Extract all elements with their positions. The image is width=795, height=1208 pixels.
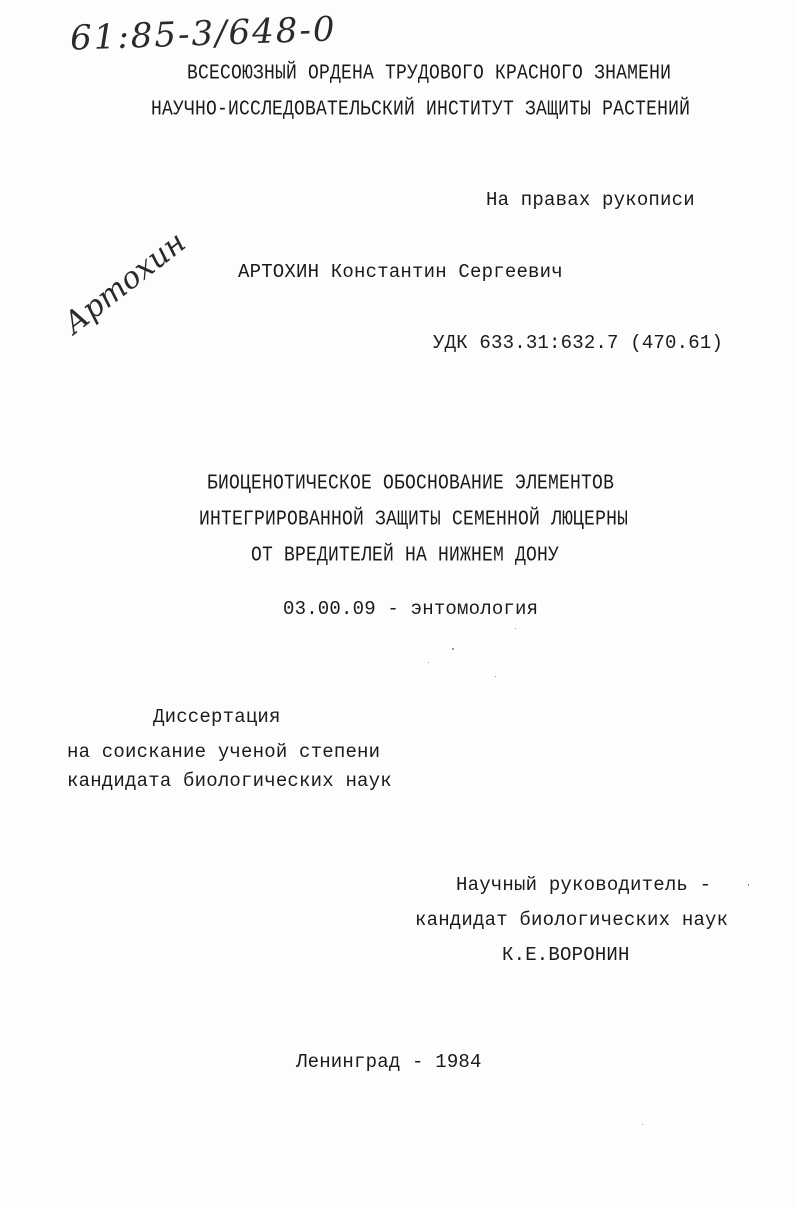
scan-speck [515,628,516,629]
institution-line-1: ВСЕСОЮЗНЫЙ ОРДЕНА ТРУДОВОГО КРАСНОГО ЗНАМЕНИ [187,62,672,86]
thesis-title-line-3: ОТ ВРЕДИТЕЛЕЙ НА НИЖНЕМ ДОНУ [251,544,560,568]
scan-speck [642,1124,643,1125]
thesis-title-line-2: ИНТЕГРИРОВАННОЙ ЗАЩИТЫ СЕМЕННОЙ ЛЮЦЕРНЫ [199,508,629,532]
dissertation-label: Диссертация [153,706,281,728]
supervisor-degree: кандидат биологических наук [415,909,729,931]
scan-speck [495,676,496,677]
supervisor-name: К.Е.ВОРОНИН [502,944,630,966]
udc-code: УДК 633.31:632.7 (470.61) [433,332,724,354]
scan-speck [748,884,749,886]
archive-code: 61:85-3/648-0 [69,9,338,59]
supervisor-label: Научный руководитель - [456,874,712,896]
dissertation-degree-line-1: на соискание ученой степени [67,741,381,763]
author-signature: Артохин [57,224,193,342]
thesis-title-line-1: БИОЦЕНОТИЧЕСКОЕ ОБОСНОВАНИЕ ЭЛЕМЕНТОВ [207,472,615,496]
specialty-code: 03.00.09 - энтомология [283,598,539,620]
dissertation-degree-line-2: кандидата биологических наук [67,770,392,792]
manuscript-rights: На правах рукописи [486,189,695,211]
scan-speck [452,648,454,650]
scan-speck [428,662,429,663]
author-name: АРТОХИН Константин Сергеевич [238,261,563,283]
place-and-year: Ленинград - 1984 [296,1051,482,1073]
institution-line-2: НАУЧНО-ИССЛЕДОВАТЕЛЬСКИЙ ИНСТИТУТ ЗАЩИТЫ РАСТЕНИЙ [151,98,691,122]
